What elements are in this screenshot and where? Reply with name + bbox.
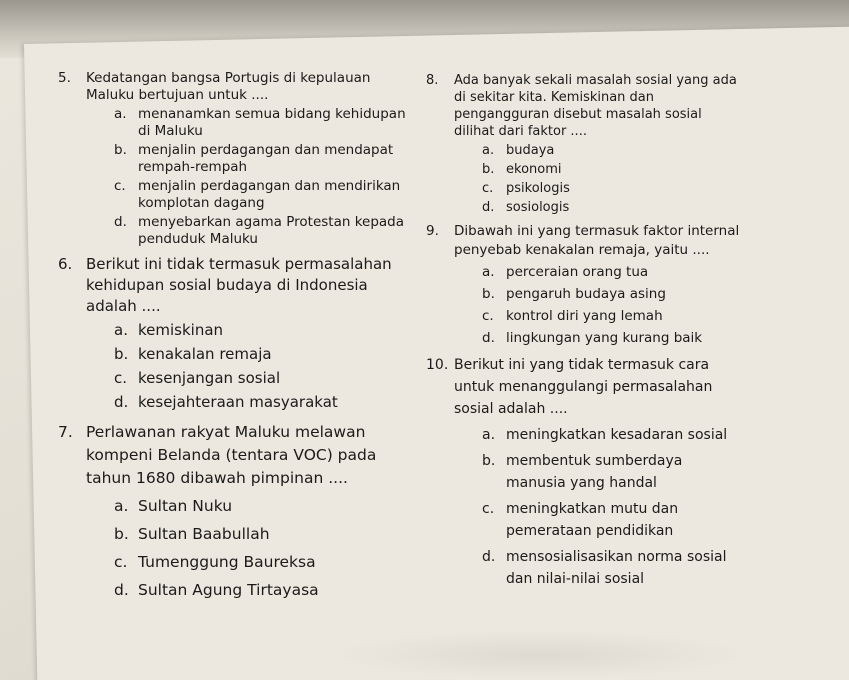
option-text: meningkatkan mutu dan pemerataan pendidikan xyxy=(506,501,679,539)
option-letter: a. xyxy=(114,497,129,515)
option-text: pengaruh budaya asing xyxy=(506,286,666,302)
ink-bleed-through xyxy=(330,630,750,680)
question-stem: Berikut ini tidak termasuk permasalahan kehidupan sosial budaya di Indonesia adalah .... xyxy=(86,255,392,315)
option-d xyxy=(114,579,408,602)
option-text: psikologis xyxy=(506,181,570,196)
option-c xyxy=(114,178,408,212)
option-letter: b. xyxy=(482,453,496,469)
question-9 xyxy=(426,222,746,348)
question-5 xyxy=(58,70,408,248)
question-stem: Ada banyak sekali masalah sosial yang ada di sekitar kita. Kemiskinan dan pengangguran disebut masalah sosial dilihat dari faktor .... xyxy=(454,73,737,139)
option-text: kesejahteraan masyarakat xyxy=(138,393,338,411)
question-stem: Perlawanan rakyat Maluku melawan kompeni Belanda (tentara VOC) pada tahun 1680 dibawah pimpinan .... xyxy=(86,423,377,487)
option-text: kesenjangan sosial xyxy=(138,369,281,387)
option-letter: b. xyxy=(114,142,127,158)
option-text: menanamkan semua bidang kehidupan di Maluku xyxy=(138,106,406,139)
option-text: ekonomi xyxy=(506,162,562,177)
option-a xyxy=(114,106,408,140)
option-text: kontrol diri yang lemah xyxy=(506,308,663,324)
option-a xyxy=(482,142,746,159)
option-b xyxy=(482,450,746,494)
option-letter: b. xyxy=(114,525,129,543)
option-text: membentuk sumberdaya manusia yang handal xyxy=(506,453,683,491)
option-text: Tumenggung Baureksa xyxy=(138,553,316,571)
option-letter: d. xyxy=(482,549,496,565)
option-letter: c. xyxy=(482,308,494,324)
option-letter: a. xyxy=(482,143,495,158)
option-letter: a. xyxy=(114,321,128,339)
option-c xyxy=(482,307,746,326)
option-a xyxy=(114,495,408,518)
option-d xyxy=(482,329,746,348)
option-d xyxy=(114,392,408,413)
question-stem: Berikut ini yang tidak termasuk cara untuk menanggulangi permasalahan sosial adalah .... xyxy=(454,357,713,417)
option-text: menjalin perdagangan dan mendirikan komplotan dagang xyxy=(138,178,401,211)
option-d xyxy=(482,546,746,590)
option-text: menjalin perdagangan dan mendapat rempah-rempah xyxy=(138,142,394,175)
question-number: 10. xyxy=(426,357,449,373)
option-letter: c. xyxy=(114,553,128,571)
option-c xyxy=(482,498,746,542)
question-number: 7. xyxy=(58,423,73,441)
option-c xyxy=(114,368,408,389)
option-c xyxy=(114,551,408,574)
option-text: Sultan Nuku xyxy=(138,497,233,515)
option-letter: d. xyxy=(114,581,129,599)
option-a xyxy=(114,320,408,341)
option-text: sosiologis xyxy=(506,200,570,215)
option-text: mensosialisasikan norma sosial dan nilai-nilai sosial xyxy=(506,549,727,587)
option-text: lingkungan yang kurang baik xyxy=(506,330,703,346)
option-letter: d. xyxy=(114,393,129,411)
option-letter: b. xyxy=(482,162,495,177)
option-d xyxy=(482,199,746,216)
question-10 xyxy=(426,354,746,590)
option-b xyxy=(114,344,408,365)
option-letter: a. xyxy=(482,427,496,443)
option-text: perceraian orang tua xyxy=(506,264,649,280)
option-text: Sultan Agung Tirtayasa xyxy=(138,581,319,599)
question-number: 5. xyxy=(58,70,71,86)
option-letter: d. xyxy=(114,214,127,230)
question-6 xyxy=(58,254,408,413)
question-number: 8. xyxy=(426,73,439,88)
left-column xyxy=(58,70,408,608)
option-letter: d. xyxy=(482,330,495,346)
question-stem: Kedatangan bangsa Portugis di kepulauan Maluku bertujuan untuk .... xyxy=(86,70,371,103)
option-a xyxy=(482,424,746,446)
option-letter: a. xyxy=(482,264,495,280)
option-letter: d. xyxy=(482,200,495,215)
option-letter: b. xyxy=(114,345,129,363)
option-b xyxy=(482,161,746,178)
right-column xyxy=(426,72,746,596)
option-b xyxy=(482,285,746,304)
option-text: kemiskinan xyxy=(138,321,224,339)
option-b xyxy=(114,142,408,176)
option-b xyxy=(114,523,408,546)
option-text: budaya xyxy=(506,143,555,158)
option-text: menyebarkan agama Protestan kepada penduduk Maluku xyxy=(138,214,405,247)
option-letter: c. xyxy=(482,501,495,517)
option-text: kenakalan remaja xyxy=(138,345,272,363)
question-8 xyxy=(426,72,746,216)
option-text: Sultan Baabullah xyxy=(138,525,270,543)
option-a xyxy=(482,263,746,282)
option-letter: c. xyxy=(114,369,128,387)
option-letter: b. xyxy=(482,286,495,302)
option-letter: c. xyxy=(114,178,126,194)
option-text: meningkatkan kesadaran sosial xyxy=(506,427,728,443)
option-letter: c. xyxy=(482,181,494,196)
option-c xyxy=(482,180,746,197)
question-stem: Dibawah ini yang termasuk faktor internal penyebab kenakalan remaja, yaitu .... xyxy=(454,223,740,258)
option-letter: a. xyxy=(114,106,127,122)
option-d xyxy=(114,214,408,248)
question-number: 6. xyxy=(58,255,73,273)
question-7 xyxy=(58,421,408,602)
question-number: 9. xyxy=(426,223,439,239)
